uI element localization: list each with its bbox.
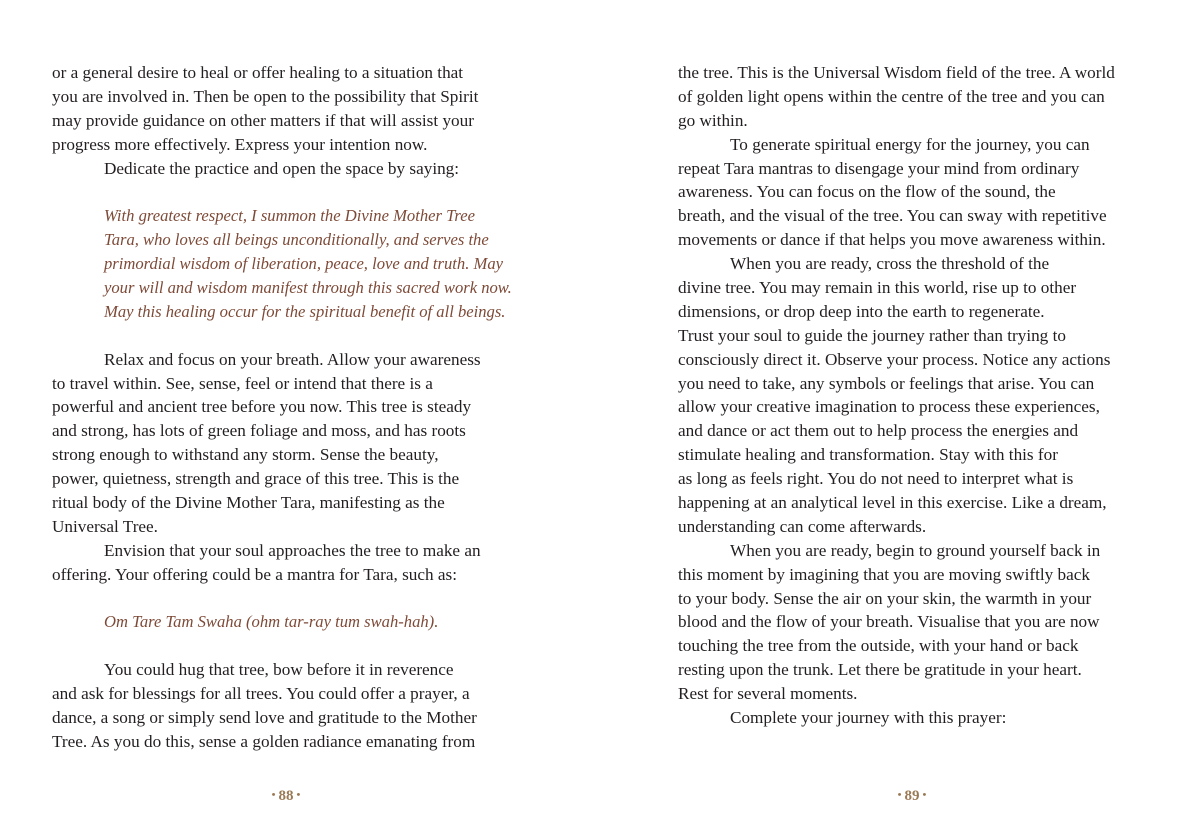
page-number-left (236, 788, 336, 805)
text-line: awareness. You can focus on the flow of the sound, the (678, 182, 1056, 202)
mantra-line: Om Tare Tam Swaha (ohm tar-ray tum swah-hah). (104, 612, 439, 632)
text-line: Trust your soul to guide the journey rather than trying to (678, 325, 1066, 345)
text-line: to travel within. See, sense, feel or intend that there is a (52, 373, 433, 393)
text-line: repeat Tara mantras to disengage your mind from ordinary (678, 158, 1080, 178)
text-line: to your body. Sense the air on your skin, the warmth in your (678, 588, 1092, 608)
text-line: Universal Tree. (52, 516, 158, 536)
text-line: breath, and the visual of the tree. You can sway with repetitive (678, 206, 1107, 226)
text-line: you need to take, any symbols or feelings that arise. You can (678, 373, 1095, 393)
text-line: of golden light opens within the centre of the tree and you can (678, 86, 1105, 106)
bullet-ornament: • (271, 789, 276, 801)
text-line: happening at an analytical level in this exercise. Like a dream, (678, 493, 1107, 513)
spacer (52, 634, 524, 658)
bullet-ornament: • (897, 789, 902, 801)
text-line: Envision that your soul approaches the tree to make an (104, 540, 481, 560)
quote-line: primordial wisdom of liberation, peace, love and truth. May (104, 254, 503, 274)
page-number-text: 88 (278, 788, 294, 804)
text-line: and strong, has lots of green foliage and moss, and has roots (52, 421, 466, 441)
bullet-ornament: • (296, 789, 301, 801)
text-line: understanding can come afterwards. (678, 516, 927, 536)
page-number-text: 89 (904, 788, 920, 804)
text-line: dimensions, or drop deep into the earth to regenerate. (678, 301, 1045, 321)
text-line: you are involved in. Then be open to the possibility that Spirit (52, 86, 479, 106)
text-line: allow your creative imagination to process these experiences, (678, 397, 1100, 417)
text-line: ritual body of the Divine Mother Tara, manifesting as the (52, 493, 445, 513)
text-line: Relax and focus on your breath. Allow your awareness (104, 349, 481, 369)
bullet-ornament: • (922, 789, 927, 801)
text-line: consciously direct it. Observe your process. Notice any actions (678, 349, 1111, 369)
spacer (52, 180, 524, 204)
text-line: To generate spiritual energy for the journey, you can (730, 134, 1090, 154)
spacer (52, 587, 524, 611)
text-line: strong enough to withstand any storm. Sense the beauty, (52, 445, 439, 465)
text-line: offering. Your offering could be a mantra for Tara, such as: (52, 564, 457, 584)
text-line: Tree. As you do this, sense a golden radiance emanating from (52, 731, 476, 751)
text-line: You could hug that tree, bow before it in reverence (104, 660, 454, 680)
text-line: and dance or act them out to help process the energies and (678, 421, 1079, 441)
text-line: divine tree. You may remain in this world, rise up to other (678, 278, 1077, 298)
left-page (52, 61, 524, 754)
text-line: go within. (678, 110, 748, 130)
text-line: as long as feels right. You do not need to interpret what is (678, 469, 1074, 489)
text-line: or a general desire to heal or offer healing to a situation that (52, 63, 464, 82)
right-page (678, 61, 1156, 730)
quote-line: your will and wisdom manifest through this sacred work now. (104, 278, 512, 298)
text-line: blood and the flow of your breath. Visualise that you are now (678, 612, 1100, 632)
invocation-quote (52, 204, 524, 323)
text-line: power, quietness, strength and grace of this tree. This is the (52, 469, 460, 489)
spacer (52, 324, 524, 348)
text-line: dance, a song or simply send love and gratitude to the Mother (52, 708, 477, 728)
quote-line: Tara, who loves all beings unconditionally, and serves the (104, 230, 489, 250)
text-line: resting upon the trunk. Let there be gratitude in your heart. (678, 660, 1082, 680)
text-line: powerful and ancient tree before you now. This tree is steady (52, 397, 472, 417)
text-line: When you are ready, cross the threshold of the (730, 254, 1050, 274)
text-line: movements or dance if that helps you move awareness within. (678, 230, 1106, 250)
text-line: touching the tree from the outside, with your hand or back (678, 636, 1079, 656)
text-line: and ask for blessings for all trees. You could offer a prayer, a (52, 684, 470, 704)
page-number-right (862, 788, 962, 805)
text-line: Rest for several moments. (678, 684, 858, 704)
text-line: this moment by imagining that you are moving swiftly back (678, 564, 1090, 584)
text-line: Complete your journey with this prayer: (730, 708, 1007, 728)
text-line: the tree. This is the Universal Wisdom field of the tree. A world (678, 63, 1115, 82)
text-line: Dedicate the practice and open the space by saying: (104, 158, 460, 178)
quote-line: May this healing occur for the spiritual benefit of all beings. (104, 301, 506, 321)
quote-line: With greatest respect, I summon the Divine Mother Tree (104, 206, 475, 226)
text-line: progress more effectively. Express your intention now. (52, 134, 428, 154)
text-line: stimulate healing and transformation. Stay with this for (678, 445, 1058, 465)
text-line: When you are ready, begin to ground yourself back in (730, 540, 1101, 560)
text-line: may provide guidance on other matters if that will assist your (52, 110, 474, 130)
